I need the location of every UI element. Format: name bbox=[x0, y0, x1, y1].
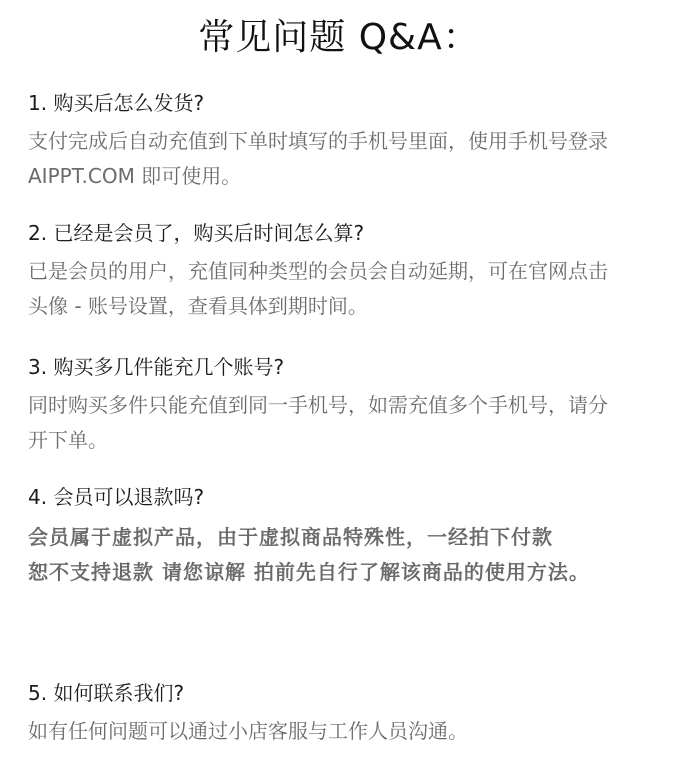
faq-answer-line: 恕不支持退款 请您谅解 拍前先自行了解该商品的使用方法。 bbox=[28, 560, 590, 584]
page-title: 常见问题 Q&A： bbox=[198, 17, 480, 58]
faq-answer bbox=[28, 520, 658, 590]
faq-question: 1. 购买后怎么发货? bbox=[28, 91, 205, 115]
faq-item bbox=[28, 218, 658, 324]
faq-answer bbox=[28, 254, 658, 324]
faq-answer bbox=[28, 388, 658, 458]
faq-item bbox=[28, 678, 658, 749]
faq-answer-line: 会员属于虚拟产品，由于虚拟商品特殊性，一经拍下付款 bbox=[28, 525, 553, 549]
faq-item bbox=[28, 88, 658, 194]
faq-answer-line: 已是会员的用户，充值同种类型的会员会自动延期，可在官网点击 bbox=[28, 259, 608, 283]
faq-answer-line: 头像 - 账号设置，查看具体到期时间。 bbox=[28, 294, 368, 318]
faq-question: 3. 购买多几件能充几个账号? bbox=[28, 355, 285, 379]
faq-answer-line: 支付完成后自动充值到下单时填写的手机号里面，使用手机号登录 bbox=[28, 129, 608, 153]
faq-answer bbox=[28, 714, 658, 749]
faq-answer-line: 开下单。 bbox=[28, 428, 108, 452]
faq-answer bbox=[28, 124, 658, 194]
faq-answer-line: AIPPT.COM 即可使用。 bbox=[28, 164, 242, 188]
faq-answer-line: 同时购买多件只能充值到同一手机号，如需充值多个手机号，请分 bbox=[28, 393, 608, 417]
faq-item bbox=[28, 352, 658, 458]
faq-item bbox=[28, 482, 658, 590]
faq-question: 2. 已经是会员了，购买后时间怎么算? bbox=[28, 221, 365, 245]
faq-question: 5. 如何联系我们? bbox=[28, 681, 185, 705]
faq-answer-line: 如有任何问题可以通过小店客服与工作人员沟通。 bbox=[28, 719, 468, 743]
faq-question: 4. 会员可以退款吗? bbox=[28, 485, 205, 509]
